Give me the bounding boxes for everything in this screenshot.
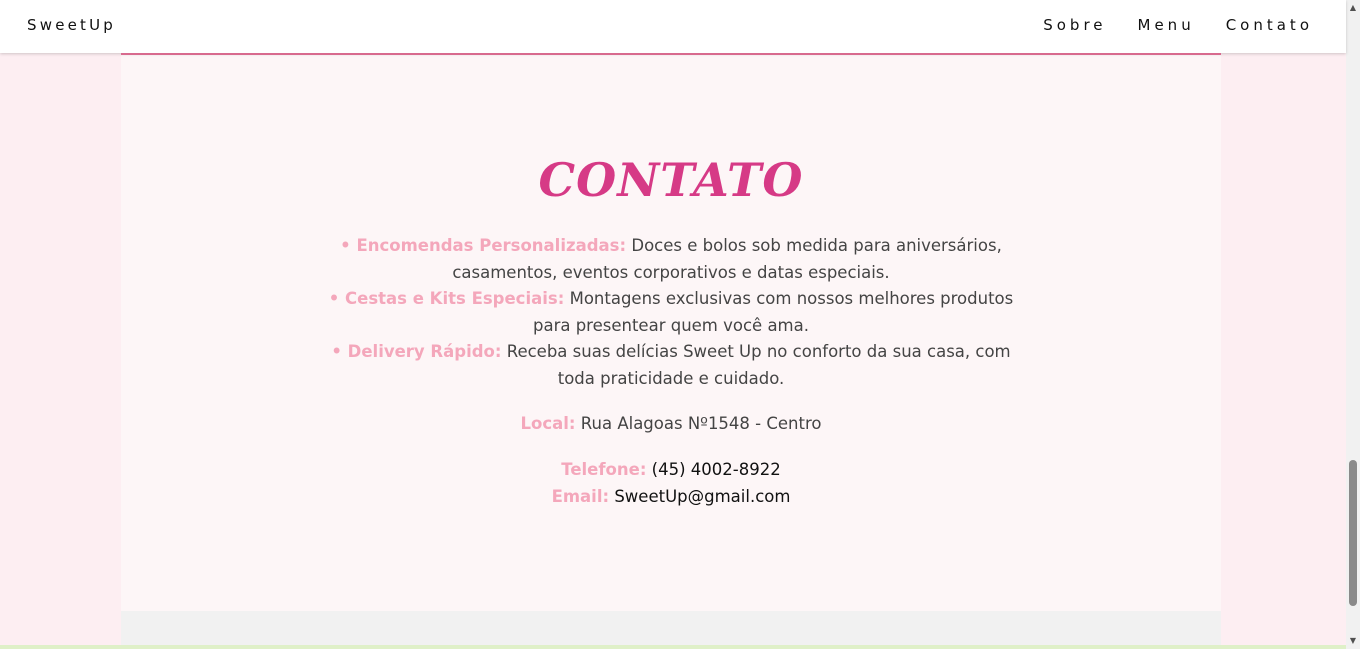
service-label: • Cestas e Kits Especiais: bbox=[328, 289, 565, 308]
phone-value: (45) 4002-8922 bbox=[651, 460, 781, 479]
scroll-down-icon[interactable]: ▼ bbox=[1349, 636, 1357, 645]
contact-section bbox=[121, 55, 1221, 611]
service-item bbox=[321, 233, 1021, 286]
email-value: SweetUp@gmail.com bbox=[614, 487, 791, 506]
phone-line bbox=[121, 456, 1221, 483]
vertical-scrollbar[interactable] bbox=[1346, 0, 1360, 649]
contact-info bbox=[121, 456, 1221, 510]
page-bottom-edge bbox=[0, 645, 1346, 649]
email-label: Email: bbox=[551, 487, 610, 506]
nav-link-menu[interactable]: Menu bbox=[1137, 16, 1195, 34]
main-nav bbox=[1043, 16, 1313, 34]
address-line bbox=[121, 411, 1221, 437]
service-description: Doces e bolos sob medida para aniversários, casamentos, eventos corporativos e datas especiais. bbox=[452, 236, 1002, 282]
service-label: • Encomendas Personalizadas: bbox=[340, 236, 627, 255]
scrollbar-thumb[interactable] bbox=[1349, 460, 1357, 606]
service-item bbox=[321, 339, 1021, 392]
service-description: Montagens exclusivas com nossos melhores produtos para presentear quem você ama. bbox=[532, 289, 1014, 335]
top-navbar bbox=[0, 0, 1346, 53]
scroll-up-icon[interactable]: ▲ bbox=[1349, 3, 1357, 12]
phone-label: Telefone: bbox=[561, 460, 647, 479]
site-logo[interactable]: SweetUp bbox=[27, 16, 117, 34]
nav-link-sobre[interactable]: Sobre bbox=[1043, 16, 1107, 34]
address-label: Local: bbox=[520, 414, 576, 433]
address-value: Rua Alagoas Nº1548 - Centro bbox=[580, 414, 822, 433]
service-description: Receba suas delícias Sweet Up no conforto da sua casa, com toda praticidade e cuidado. bbox=[506, 342, 1011, 388]
nav-link-contato[interactable]: Contato bbox=[1225, 16, 1313, 34]
email-line bbox=[121, 483, 1221, 510]
header-accent-divider bbox=[121, 53, 1221, 55]
footer-band bbox=[121, 611, 1221, 649]
services-list bbox=[321, 233, 1021, 392]
service-item bbox=[321, 286, 1021, 339]
contact-title: CONTATO bbox=[538, 153, 804, 207]
service-label: • Delivery Rápido: bbox=[331, 342, 502, 361]
